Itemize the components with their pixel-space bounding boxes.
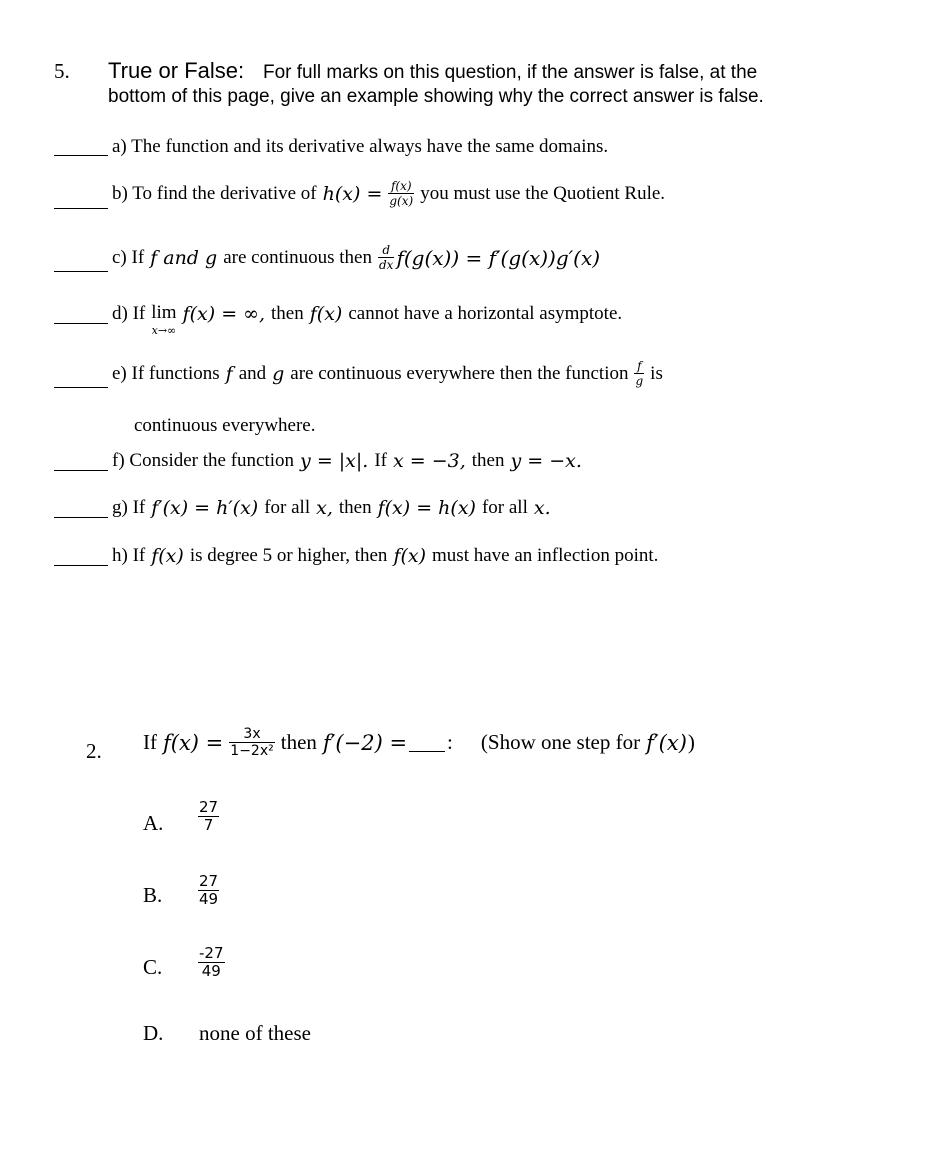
item-e-mid: are continuous everywhere then the function xyxy=(290,362,629,384)
item-e-post: is xyxy=(650,362,663,384)
item-e-and: and xyxy=(238,362,267,384)
item-c-d: d xyxy=(382,243,391,257)
option-a-label[interactable]: A. xyxy=(143,811,164,835)
answer-blank-h[interactable] xyxy=(54,565,108,566)
option-a-denominator: 7 xyxy=(198,816,219,833)
q2-fraction xyxy=(229,727,274,758)
item-c-mid: are continuous then xyxy=(223,246,372,268)
item-b-fraction xyxy=(388,180,414,207)
item-a xyxy=(112,136,608,158)
option-c-numerator: -27 xyxy=(199,944,224,962)
item-c xyxy=(112,244,600,271)
item-e-fraction xyxy=(634,360,644,387)
option-c-denominator: 49 xyxy=(198,962,225,979)
answer-blank-f[interactable] xyxy=(54,470,108,471)
item-g-post: for all xyxy=(481,497,528,518)
option-a-numerator: 27 xyxy=(199,798,219,816)
item-f xyxy=(112,450,582,472)
item-e xyxy=(112,360,663,387)
item-c-expr1: f and g xyxy=(150,246,218,269)
item-d-expr2: f(x) xyxy=(309,303,343,325)
q2-expr2: f′(−2) = xyxy=(322,730,408,755)
q2-mid: then xyxy=(280,730,317,754)
item-f-if: If xyxy=(374,450,387,471)
answer-blank-a[interactable] xyxy=(54,155,108,156)
item-d-lim-sub: x→∞ xyxy=(151,324,177,337)
item-h-post: must have an inflection point. xyxy=(432,545,659,566)
q2-note-pre: (Show one step for xyxy=(480,730,641,754)
q2-pre: If xyxy=(143,730,157,754)
item-a-text: a) The function and its derivative always have the same domains. xyxy=(112,136,609,157)
answer-blank-d[interactable] xyxy=(54,323,108,324)
option-b-fraction xyxy=(198,874,219,907)
item-e-f: f xyxy=(225,362,233,385)
item-f-pre: f) Consider the function xyxy=(112,450,295,471)
item-f-then: then xyxy=(471,450,505,471)
option-d-text: none of these xyxy=(199,1021,311,1045)
item-c-pre: c) If xyxy=(112,246,145,268)
item-g-x1: x, xyxy=(316,497,333,519)
item-d-limit xyxy=(151,303,176,336)
item-b-expr: h(x) = xyxy=(322,182,383,205)
item-e-denominator: g xyxy=(635,374,644,388)
q2-answer-blank[interactable] xyxy=(409,733,445,752)
item-b xyxy=(112,180,665,207)
q5-instruction-line2: bottom of this page, give an example showing why the correct answer is false. xyxy=(108,86,764,107)
item-d-pre: d) If xyxy=(112,303,146,324)
q2-colon: : xyxy=(447,730,453,754)
q2-number: 2. xyxy=(86,739,102,763)
item-g-pre: g) If xyxy=(112,497,146,518)
item-d-lim: lim xyxy=(151,302,177,323)
answer-blank-b[interactable] xyxy=(54,208,108,209)
q5-title: True or False: xyxy=(108,58,245,83)
item-d-expr: f(x) = ∞, xyxy=(182,303,266,325)
item-e-g: g xyxy=(272,362,285,385)
item-e-pre: e) If functions xyxy=(112,362,220,384)
q2-note-expr: f′(x) xyxy=(646,730,687,755)
item-c-derivative-operator xyxy=(378,244,394,271)
option-b-denominator: 49 xyxy=(199,890,219,908)
item-h xyxy=(112,545,658,567)
item-d-mid: then xyxy=(271,303,304,324)
item-d-post: cannot have a horizontal asymptote. xyxy=(348,303,623,324)
q2-note-post: ) xyxy=(687,730,695,754)
answer-blank-c[interactable] xyxy=(54,271,108,272)
item-e-numerator: f xyxy=(637,359,642,373)
q2-denominator: 1−2x² xyxy=(230,743,274,759)
item-g-x2: x. xyxy=(533,497,551,519)
option-a-fraction xyxy=(198,800,219,833)
item-h-expr2: f(x) xyxy=(393,545,427,567)
q2-prompt xyxy=(143,727,695,758)
option-c-fraction xyxy=(198,946,225,979)
item-f-expr3: y = −x. xyxy=(510,450,582,472)
item-d xyxy=(112,303,622,336)
item-b-denominator: g(x) xyxy=(389,194,414,208)
item-g-then: then xyxy=(338,497,372,518)
item-g-mid: for all xyxy=(264,497,311,518)
item-g-expr2: f(x) = h(x) xyxy=(377,497,476,519)
item-h-pre: h) If xyxy=(112,545,146,566)
option-b-numerator: 27 xyxy=(199,872,219,890)
option-c-label[interactable]: C. xyxy=(143,955,163,979)
item-g xyxy=(112,497,551,519)
item-f-expr1: y = |x|. xyxy=(300,450,369,472)
item-c-dx: dx xyxy=(378,258,394,272)
item-b-numerator: f(x) xyxy=(390,179,412,193)
item-e-line2: continuous everywhere. xyxy=(134,415,316,436)
item-f-expr2: x = −3, xyxy=(393,450,466,472)
q2-expr: f(x) = xyxy=(163,730,224,755)
item-h-expr1: f(x) xyxy=(151,545,184,567)
item-b-post: you must use the Quotient Rule. xyxy=(420,182,666,204)
item-c-expr2: f(g(x)) = f′(g(x))g′(x) xyxy=(396,245,601,270)
answer-blank-g[interactable] xyxy=(54,517,108,518)
q2-numerator: 3x xyxy=(243,726,261,742)
item-h-mid: is degree 5 or higher, then xyxy=(189,545,388,566)
option-d-label[interactable]: D. xyxy=(143,1021,164,1045)
item-g-expr1: f′(x) = h′(x) xyxy=(151,497,259,519)
q5-instruction-line1: For full marks on this question, if the answer is false, at the xyxy=(263,62,758,83)
answer-blank-e[interactable] xyxy=(54,387,108,388)
q5-number: 5. xyxy=(54,59,70,83)
option-b-label[interactable]: B. xyxy=(143,883,163,907)
item-b-pre: b) To find the derivative of xyxy=(112,182,317,204)
